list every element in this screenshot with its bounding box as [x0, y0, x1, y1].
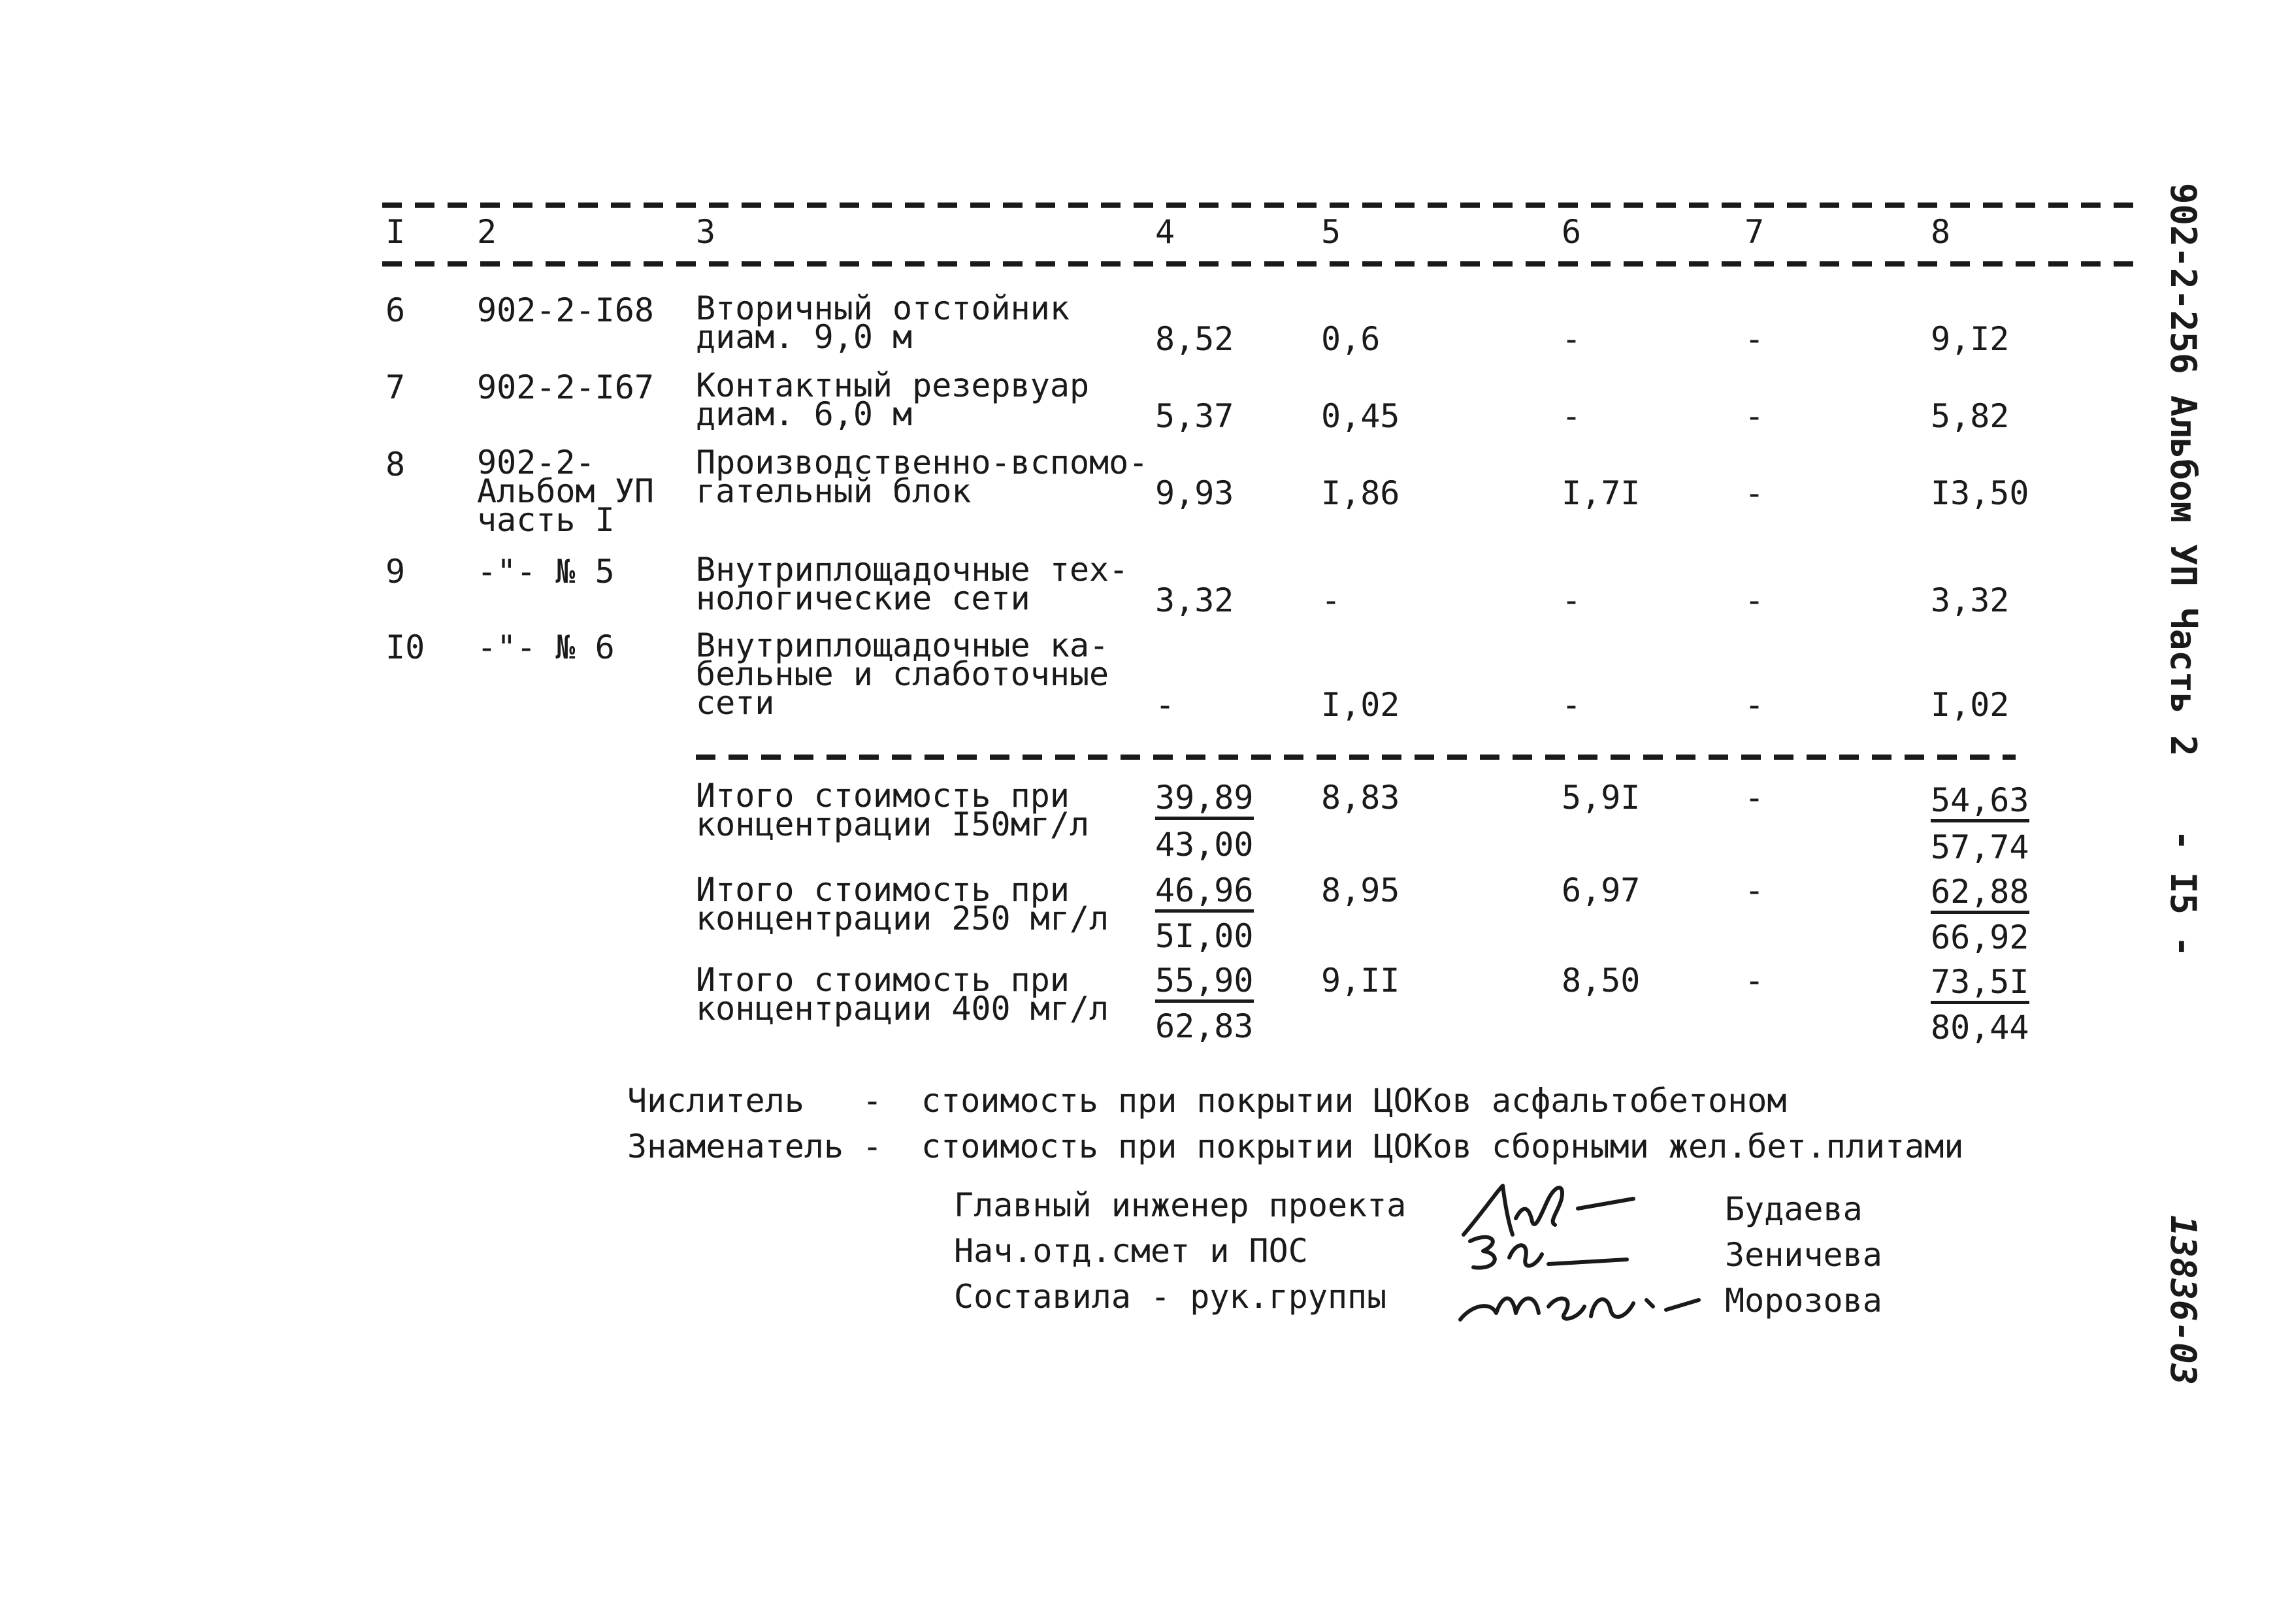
cost-col-7: - — [1744, 320, 1765, 358]
cost-col-7: - — [1744, 686, 1765, 724]
cost-col-8: I,02 — [1931, 686, 2010, 724]
total-col-8-denominator: 57,74 — [1931, 828, 2029, 866]
table-top-rule — [382, 203, 2146, 208]
side-inventory-number: 13836-03 — [2163, 1215, 2204, 1386]
cost-col-8: 9,I2 — [1931, 320, 2010, 358]
total-col-6: 6,97 — [1562, 871, 1641, 909]
cost-col-4: 9,93 — [1155, 474, 1234, 512]
total-col-8-denominator: 66,92 — [1931, 918, 2029, 956]
cost-col-5: 0,45 — [1321, 397, 1400, 435]
row-number: 6 — [385, 291, 406, 329]
cost-col-4: 5,37 — [1155, 397, 1234, 435]
cost-col-8: 5,82 — [1931, 397, 2010, 435]
note-dash: - — [862, 1082, 883, 1120]
note-term: Знаменатель — [627, 1128, 844, 1165]
cost-col-7: - — [1744, 581, 1765, 619]
side-page-number: - I5 - — [2163, 830, 2204, 958]
col-header-3: 3 — [696, 213, 716, 251]
cost-col-4: - — [1155, 686, 1175, 724]
cost-col-6: - — [1562, 397, 1582, 435]
signer-name: Будаева — [1725, 1190, 1863, 1228]
col-header-5: 5 — [1321, 213, 1341, 251]
object-name: Внутриплощадочные ка- бельные и слаботочные сети — [696, 626, 1109, 722]
total-col-6: 5,9I — [1562, 779, 1641, 817]
header-bottom-rule — [382, 261, 2146, 267]
cost-col-8: I3,50 — [1931, 474, 2029, 512]
project-code: 902-2- Альбом УП часть I — [477, 444, 654, 539]
total-col-4-denominator: 43,00 — [1155, 826, 1254, 864]
cost-col-6: - — [1562, 320, 1582, 358]
signer-role: Составила - рук.группы — [954, 1278, 1387, 1316]
row-number: 9 — [385, 553, 406, 591]
col-header-1: I — [385, 213, 406, 251]
object-name: Вторичный отстойник диам. 9,0 м — [696, 289, 1070, 356]
total-col-7: - — [1744, 871, 1765, 909]
object-name: Контактный резервуар диам. 6,0 м — [696, 366, 1090, 433]
total-col-4-numerator: 46,96 — [1155, 874, 1254, 913]
total-col-8-numerator: 54,63 — [1931, 784, 2029, 822]
total-label: Итого стоимость при концентрации 400 мг/л — [696, 961, 1109, 1028]
col-header-8: 8 — [1931, 213, 1951, 251]
note-term: Числитель — [627, 1082, 804, 1120]
object-name: Производственно-вспомо- гательный блок — [696, 444, 1149, 510]
project-code: 902-2-I68 — [477, 291, 654, 329]
project-code: -"- № 6 — [477, 628, 615, 666]
cost-col-4: 3,32 — [1155, 581, 1234, 619]
total-label: Итого стоимость при концентрации I50мг/л — [696, 777, 1090, 843]
total-col-4-numerator: 55,90 — [1155, 964, 1254, 1003]
cost-col-5: I,86 — [1321, 474, 1400, 512]
total-col-8-numerator: 62,88 — [1931, 875, 2029, 914]
total-col-8-denominator: 80,44 — [1931, 1009, 2029, 1047]
totals-rule — [696, 755, 2016, 760]
project-code: -"- № 5 — [477, 553, 615, 591]
cost-col-6: - — [1562, 581, 1582, 619]
cost-col-5: I,02 — [1321, 686, 1400, 724]
cost-col-6: - — [1562, 686, 1582, 724]
note-text: стоимость при покрытии ЦОКов асфальтобетоном — [921, 1082, 1787, 1120]
cost-col-7: - — [1744, 474, 1765, 512]
total-col-6: 8,50 — [1562, 962, 1641, 999]
row-number: I0 — [385, 628, 425, 666]
cost-col-5: - — [1321, 581, 1341, 619]
handwritten-signature-3 — [1450, 1267, 1712, 1333]
total-col-5: 8,95 — [1321, 871, 1400, 909]
total-col-4-denominator: 5I,00 — [1155, 917, 1254, 955]
cost-col-4: 8,52 — [1155, 320, 1234, 358]
cost-col-8: 3,32 — [1931, 581, 2010, 619]
note-text: стоимость при покрытии ЦОКов сборными жел.бет.плитами — [921, 1128, 1964, 1165]
side-document-code: 902-2-256 Альбом УП Часть 2 — [2163, 183, 2204, 756]
row-number: 7 — [385, 368, 406, 406]
note-dash: - — [862, 1128, 883, 1165]
col-header-7: 7 — [1744, 213, 1765, 251]
object-name: Внутриплощадочные тех- нологические сети — [696, 551, 1129, 617]
signer-role: Главный инженер проекта — [954, 1186, 1407, 1224]
total-col-5: 8,83 — [1321, 779, 1400, 817]
signer-name: Зеничева — [1725, 1236, 1882, 1274]
signer-role: Нач.отд.смет и ПОС — [954, 1232, 1308, 1270]
cost-col-7: - — [1744, 397, 1765, 435]
total-col-5: 9,II — [1321, 962, 1400, 999]
total-col-4-denominator: 62,83 — [1155, 1007, 1254, 1045]
total-label: Итого стоимость при концентрации 250 мг/л — [696, 871, 1109, 937]
total-col-4-numerator: 39,89 — [1155, 781, 1254, 820]
cost-col-6: I,7I — [1562, 474, 1641, 512]
total-col-7: - — [1744, 779, 1765, 817]
col-header-4: 4 — [1155, 213, 1175, 251]
total-col-8-numerator: 73,5I — [1931, 966, 2029, 1004]
project-code: 902-2-I67 — [477, 368, 654, 406]
col-header-6: 6 — [1562, 213, 1582, 251]
cost-col-5: 0,6 — [1321, 320, 1381, 358]
row-number: 8 — [385, 446, 406, 483]
total-col-7: - — [1744, 962, 1765, 999]
signer-name: Морозова — [1725, 1282, 1882, 1320]
col-header-2: 2 — [477, 213, 497, 251]
